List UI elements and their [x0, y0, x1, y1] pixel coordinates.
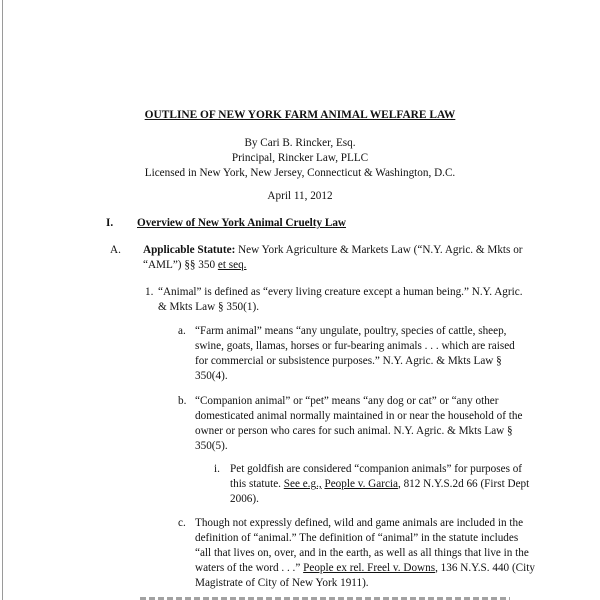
item-1-label: 1.: [145, 286, 154, 298]
item-a-label: a.: [178, 325, 186, 337]
item-c-paragraph: [195, 516, 535, 591]
item-c-label: c.: [178, 517, 186, 529]
author-role: Principal, Rincker Law, PLLC: [231, 152, 369, 164]
item-b-text: “Companion animal” or “pet” means “any dog or cat” or “any other domesticated animal normally maintained in or near the household of the owner or person who cares for such animal. N.Y. Agric. & Mkts Law § 350(5).: [195, 395, 523, 452]
page-edge-line: [2, 0, 3, 600]
section-title: Overview of New York Animal Cruelty Law: [137, 217, 347, 229]
item-i-label: i.: [214, 463, 220, 475]
licensing-line: Licensed in New York, New Jersey, Connecticut & Washington, D.C.: [144, 167, 456, 179]
subsection-paragraph: [143, 243, 533, 273]
item-b-label: b.: [178, 395, 187, 407]
item-i-text: Pet goldfish are considered “companion animals” for purposes of this statute.: [230, 463, 523, 490]
document-date: April 11, 2012: [267, 190, 333, 202]
subsection-heading: Applicable Statute:: [143, 244, 236, 256]
subsection-label: A.: [110, 244, 121, 256]
et-seq: et seq.: [217, 259, 247, 271]
item-1-text: “Animal” is defined as “every living creature except a human being.” N.Y. Agric. & Mkts Law § 350(1).: [158, 286, 523, 313]
document-title: OUTLINE OF NEW YORK FARM ANIMAL WELFARE LAW: [144, 109, 456, 121]
case-name: People ex rel. Freel v. Downs: [303, 562, 436, 574]
section-numeral: I.: [106, 217, 114, 229]
item-c-text: Though not expressly defined, wild and game animals are included in the definition of “animal.” The definition of “animal” in the statute includes “all that lives on, over, and in the earth, as well as all things that live in the waters of the word . . .”: [195, 517, 529, 574]
item-a-text: “Farm animal” means “any ungulate, poultry, species of cattle, sheep, swine, goats, llamas, horses or fur-bearing animals . . . which are raised for commercial or subsistence purposes.” N.Y. Agric. & Mkts Law § 350(4).: [195, 325, 515, 382]
see-eg: See e.g.,: [283, 478, 322, 490]
case-citation: , 812 N.Y.S.2d 66 (First Dept 2006).: [230, 478, 530, 505]
item-i-paragraph: [230, 462, 535, 507]
author-line: By Cari B. Rincker, Esq.: [244, 137, 356, 149]
case-name: People v. Garcia: [324, 478, 398, 490]
case-citation: , 136 N.Y.S. 440 (City Magistrate of City of New York 1911).: [195, 562, 535, 589]
subsection-text: New York Agriculture & Markets Law (“N.Y. Agric. & Mkts or “AML”) §§ 350: [143, 244, 523, 271]
